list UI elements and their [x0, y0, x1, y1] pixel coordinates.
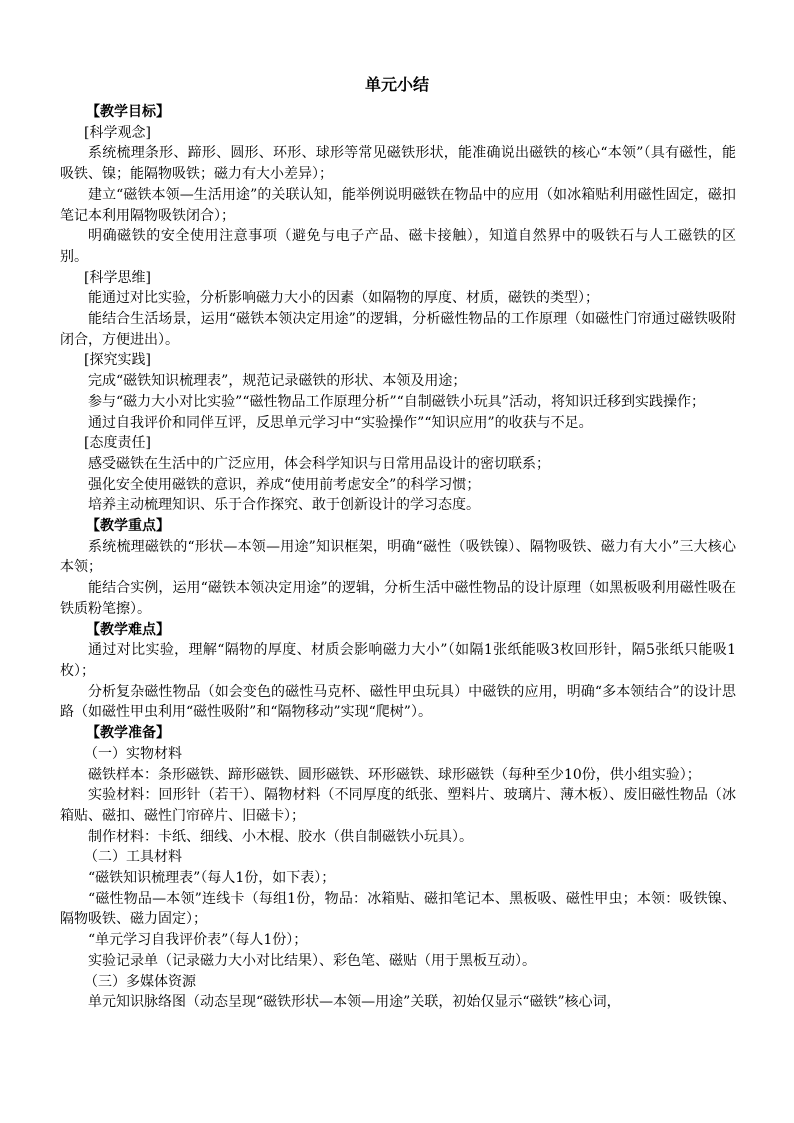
paragraph: 实验材料：回形针（若干）、隔物材料（不同厚度的纸张、塑料片、玻璃片、薄木板）、废旧磁性物品（冰箱贴、磁扣、磁性门帘碎片、旧磁卡）；	[60, 787, 736, 824]
paragraph: 磁铁样本：条形磁铁、蹄形磁铁、圆形磁铁、环形磁铁、球形磁铁（每种至少10份，供小组实验）；	[88, 766, 701, 783]
paragraph: “单元学习自我评价表”（每人1份）；	[88, 932, 308, 949]
section-heading-preparation: 【教学准备】	[86, 725, 170, 742]
section-heading-key-points: 【教学重点】	[86, 518, 170, 535]
paragraph: 完成“磁铁知识梳理表”，规范记录磁铁的形状、本领及用途；	[88, 373, 467, 390]
subheading-science-concept: [科学观念]	[84, 124, 151, 141]
paragraph: 制作材料：卡纸、细线、小木棍、胶水（供自制磁铁小玩具）。	[88, 828, 473, 845]
paragraph: 能结合生活场景，运用“磁铁本领决定用途”的逻辑，分析磁性物品的工作原理（如磁性门帘通过磁铁吸附闭合，方便进出）。	[60, 311, 736, 348]
page-title: 单元小结	[364, 75, 429, 94]
subheading-tool-materials: （二）工具材料	[84, 849, 182, 866]
subheading-physical-materials: （一）实物材料	[84, 745, 182, 762]
paragraph: 通过对比实验，理解“隔物的厚度、材质会影响磁力大小”（如隔1张纸能吸3枚回形针，隔5张纸只能吸1枚）；	[60, 642, 736, 679]
paragraph: 明确磁铁的安全使用注意事项（避免与电子产品、磁卡接触），知道自然界中的吸铁石与人工磁铁的区别。	[60, 228, 736, 265]
section-heading-difficulties: 【教学难点】	[86, 621, 170, 638]
subheading-attitude-responsibility: [态度责任]	[84, 435, 151, 452]
paragraph: 系统梳理条形、蹄形、圆形、环形、球形等常见磁铁形状，能准确说出磁铁的核心“本领”（具有磁性，能吸铁、镍；能隔物吸铁；磁力有大小差异）；	[60, 145, 736, 183]
document-body	[60, 102, 736, 1013]
paragraph: 培养主动梳理知识、乐于合作探究、敢于创新设计的学习态度。	[88, 497, 480, 514]
paragraph: 强化安全使用磁铁的意识，养成“使用前考虑安全”的科学习惯；	[88, 476, 481, 493]
paragraph: 单元知识脉络图（动态呈现“磁铁形状—本领—用途”关联，初始仅显示“磁铁”核心词，	[88, 994, 621, 1011]
paragraph: “磁铁知识梳理表”（每人1份，如下表）；	[88, 870, 336, 887]
subheading-multimedia: （三）多媒体资源	[84, 973, 196, 990]
paragraph: 通过自我评价和同伴互评，反思单元学习中“实验操作”“知识应用”的收获与不足。	[88, 414, 593, 431]
subheading-inquiry-practice: [探究实践]	[84, 352, 151, 369]
paragraph: 参与“磁力大小对比实验”“磁性物品工作原理分析”“自制磁铁小玩具”活动，将知识迁移到实践操作；	[88, 393, 705, 410]
paragraph: 能结合实例，运用“磁铁本领决定用途”的逻辑，分析生活中磁性物品的设计原理（如黑板吸利用磁性吸在铁质粉笔擦）。	[60, 580, 736, 617]
paragraph: 系统梳理磁铁的“形状—本领—用途”知识框架，明确“磁性（吸铁镍）、隔物吸铁、磁力有大小”三大核心本领；	[60, 538, 736, 576]
section-heading-objectives: 【教学目标】	[86, 104, 170, 120]
paragraph: “磁性物品—本领”连线卡（每组1份，物品：冰箱贴、磁扣笔记本、黑板吸、磁性甲虫；本领：吸铁镍、隔物吸铁、磁力固定）；	[60, 890, 736, 928]
paragraph: 实验记录单（记录磁力大小对比结果）、彩色笔、磁贴（用于黑板互动）。	[88, 952, 536, 969]
paragraph: 分析复杂磁性物品（如会变色的磁性马克杯、磁性甲虫玩具）中磁铁的应用，明确“多本领结合”的设计思路（如磁性甲虫利用“磁性吸附”和“隔物移动”实现“爬树”）。	[60, 683, 736, 721]
paragraph: 能通过对比实验，分析影响磁力大小的因素（如隔物的厚度、材质，磁铁的类型）；	[88, 290, 599, 307]
paragraph: 感受磁铁在生活中的广泛应用，体会科学知识与日常用品设计的密切联系；	[88, 455, 550, 472]
subheading-science-thinking: [科学思维]	[84, 269, 151, 286]
paragraph: 建立“磁铁本领—生活用途”的关联认知，能举例说明磁铁在物品中的应用（如冰箱贴利用磁性固定，磁扣笔记本利用隔物吸铁闭合）；	[60, 186, 736, 224]
